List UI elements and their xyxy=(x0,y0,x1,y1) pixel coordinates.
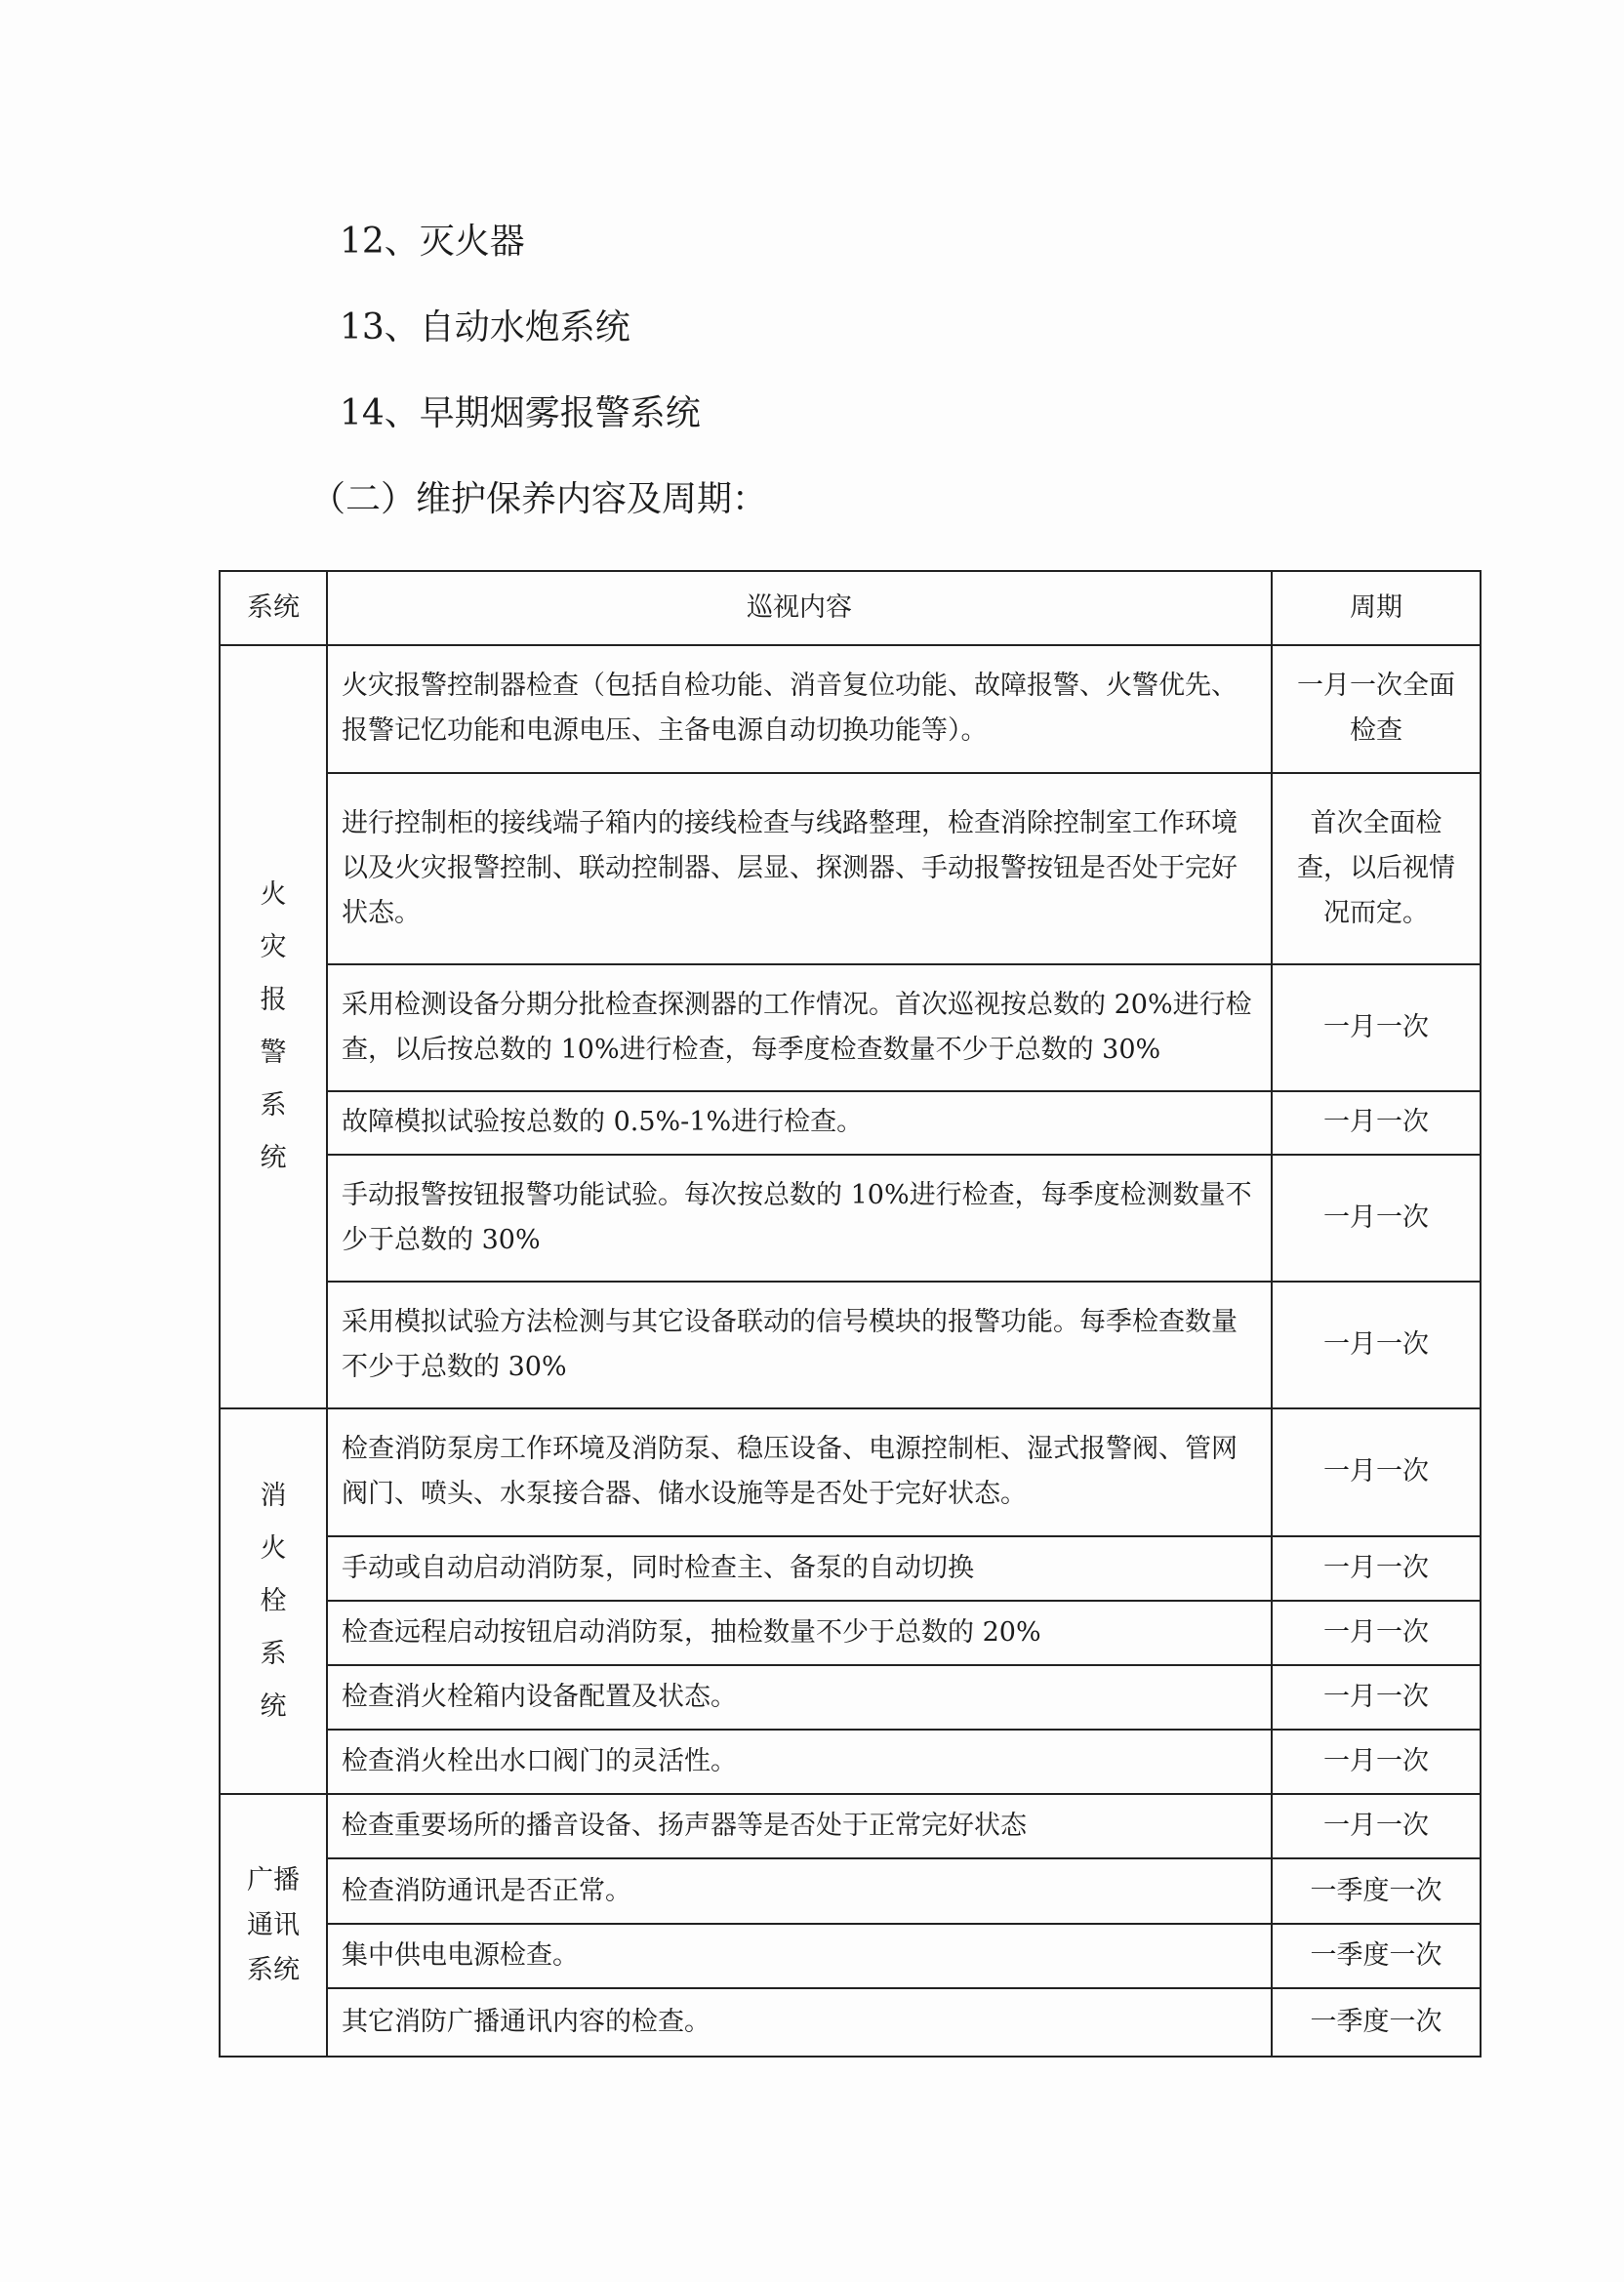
table-row xyxy=(220,645,1481,772)
table-row xyxy=(220,1536,1481,1601)
content-cell: 检查消防通讯是否正常。 xyxy=(327,1858,1272,1923)
list-item-smoke-alarm: 14、早期烟雾报警系统 xyxy=(340,393,701,433)
table-row xyxy=(220,1601,1481,1665)
content-cell: 集中供电电源检查。 xyxy=(327,1924,1272,1988)
table-row xyxy=(220,1924,1481,1988)
period-cell: 一季度一次 xyxy=(1272,1858,1481,1923)
table-row xyxy=(220,1091,1481,1154)
maintenance-table xyxy=(219,570,1482,2058)
period-cell: 一季度一次 xyxy=(1272,1988,1481,2057)
content-cell: 检查消火栓出水口阀门的灵活性。 xyxy=(327,1730,1272,1794)
content-cell: 检查重要场所的播音设备、扬声器等是否处于正常完好状态 xyxy=(327,1794,1272,1858)
content-cell: 手动或自动启动消防泵，同时检查主、备泵的自动切换 xyxy=(327,1536,1272,1601)
content-cell: 进行控制柜的接线端子箱内的接线检查与线路整理，检查消除控制室工作环境以及火灾报警控制、联动控制器、层显、探测器、手动报警按钮是否处于完好状态。 xyxy=(327,773,1272,965)
content-cell: 其它消防广播通讯内容的检查。 xyxy=(327,1988,1272,2057)
period-cell: 一季度一次 xyxy=(1272,1924,1481,1988)
content-cell: 检查远程启动按钮启动消防泵，抽检数量不少于总数的 20% xyxy=(327,1601,1272,1665)
content-cell: 火灾报警控制器检查（包括自检功能、消音复位功能、故障报警、火警优先、报警记忆功能和电源电压、主备电源自动切换功能等）。 xyxy=(327,645,1272,772)
period-cell: 一月一次 xyxy=(1272,1282,1481,1408)
period-cell: 一月一次全面检查 xyxy=(1272,645,1481,772)
period-cell: 首次全面检查，以后视情况而定。 xyxy=(1272,773,1481,965)
table-row xyxy=(220,1408,1481,1535)
system-label: 广播通讯系统 xyxy=(246,1864,300,1985)
period-cell: 一月一次 xyxy=(1272,964,1481,1091)
system-cell-hydrant xyxy=(220,1408,327,1794)
content-cell: 故障模拟试验按总数的 0.5%-1%进行检查。 xyxy=(327,1091,1272,1154)
table-row xyxy=(220,773,1481,965)
system-label: 消火栓系统 xyxy=(260,1480,287,1722)
header-content: 巡视内容 xyxy=(327,571,1272,645)
table-row xyxy=(220,1988,1481,2057)
period-cell: 一月一次 xyxy=(1272,1155,1481,1282)
period-cell: 一月一次 xyxy=(1272,1536,1481,1601)
list-item-water-cannon: 13、自动水炮系统 xyxy=(340,307,630,347)
table-row xyxy=(220,1794,1481,1858)
system-cell-fire-alarm xyxy=(220,645,327,1408)
table-row xyxy=(220,1155,1481,1282)
table-row xyxy=(220,1282,1481,1408)
table-row xyxy=(220,1730,1481,1794)
period-cell: 一月一次 xyxy=(1272,1091,1481,1154)
period-cell: 一月一次 xyxy=(1272,1601,1481,1665)
table-row xyxy=(220,964,1481,1091)
system-cell-broadcast xyxy=(220,1794,327,2057)
content-cell: 检查消火栓箱内设备配置及状态。 xyxy=(327,1665,1272,1730)
period-cell: 一月一次 xyxy=(1272,1665,1481,1730)
content-cell: 检查消防泵房工作环境及消防泵、稳压设备、电源控制柜、湿式报警阀、管网阀门、喷头、水泵接合器、储水设施等是否处于完好状态。 xyxy=(327,1408,1272,1535)
system-label: 火灾报警系统 xyxy=(260,879,287,1174)
header-system: 系统 xyxy=(220,571,327,645)
content-cell: 采用检测设备分期分批检查探测器的工作情况。首次巡视按总数的 20%进行检查，以后按总数的 10%进行检查，每季度检查数量不少于总数的 30% xyxy=(327,964,1272,1091)
period-cell: 一月一次 xyxy=(1272,1794,1481,1858)
section-heading: （二）维护保养内容及周期： xyxy=(310,479,768,519)
table-header-row xyxy=(220,571,1481,645)
table-row xyxy=(220,1665,1481,1730)
content-cell: 手动报警按钮报警功能试验。每次按总数的 10%进行检查，每季度检测数量不少于总数的 30% xyxy=(327,1155,1272,1282)
period-cell: 一月一次 xyxy=(1272,1408,1481,1535)
header-period: 周期 xyxy=(1272,571,1481,645)
table-row xyxy=(220,1858,1481,1923)
list-item-fire-extinguisher: 12、灭火器 xyxy=(340,222,525,262)
content-cell: 采用模拟试验方法检测与其它设备联动的信号模块的报警功能。每季检查数量不少于总数的 30% xyxy=(327,1282,1272,1408)
period-cell: 一月一次 xyxy=(1272,1730,1481,1794)
